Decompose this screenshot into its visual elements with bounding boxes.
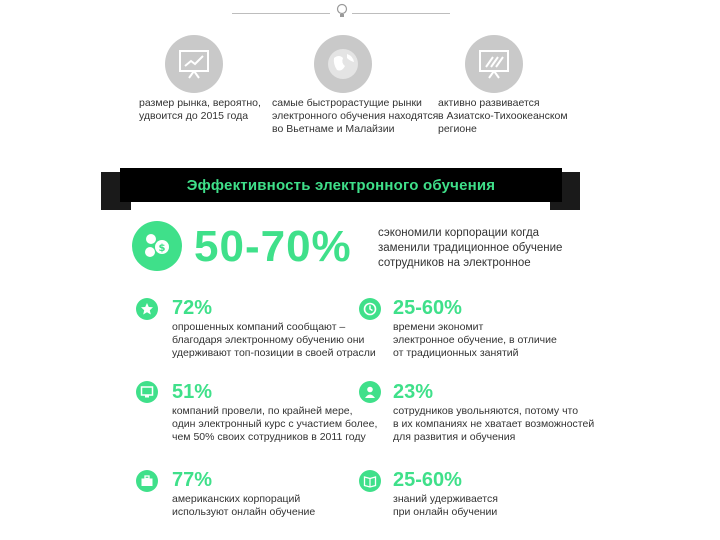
stat-value-6: 25-60% <box>393 469 462 491</box>
lightbulb-icon <box>336 3 348 19</box>
stat-text-3: компаний провели, по крайней мере, один электронный курс с участием более, чем 50% своих сотрудников в 2011 году <box>172 405 378 443</box>
stat-value-2: 25-60% <box>393 297 462 319</box>
stat-text-2: времени экономит электронное обучение, в отличие от традиционных занятий <box>393 321 557 359</box>
top-text-2: самые быстрорастущие рынки электронного обучения находятся во Вьетнаме и Малайзии <box>272 97 439 135</box>
star-icon <box>136 298 158 320</box>
top-text-1: размер рынка, вероятно, удвоится до 2015 года <box>139 97 261 122</box>
person-icon <box>359 381 381 403</box>
stat-text-6: знаний удерживается при онлайн обучении <box>393 493 498 518</box>
top-divider-right <box>352 13 450 14</box>
stat-value-4: 23% <box>393 381 434 403</box>
stat-value-5: 77% <box>172 469 213 491</box>
headline-text: сэкономили корпорации когда заменили традиционное обучение сотрудников на электронное <box>378 227 563 269</box>
coins-icon <box>132 221 182 271</box>
stat-value-3: 51% <box>172 381 213 403</box>
section-banner <box>120 168 562 202</box>
book-icon <box>359 470 381 492</box>
stat-text-4: сотрудников увольняются, потому что в их компаниях не хватает возможностей для развития и обучения <box>393 405 595 443</box>
globe-icon <box>314 35 372 93</box>
stat-text-5: американских корпораций используют онлайн обучение <box>172 493 316 518</box>
monitor-icon <box>136 381 158 403</box>
section-title: Эффективность электронного обучения <box>186 176 496 194</box>
headline-value: 50-70% <box>194 222 352 271</box>
briefcase-icon <box>136 470 158 492</box>
top-text-3: активно развивается в Азиатско-Тихоокеанском регионе <box>438 97 568 135</box>
svg-text:$: $ <box>158 243 166 254</box>
stat-value-1: 72% <box>172 297 213 319</box>
clock-icon <box>359 298 381 320</box>
top-divider-left <box>232 13 330 14</box>
chart-board-icon <box>465 35 523 93</box>
chart-growth-icon <box>165 35 223 93</box>
stat-text-1: опрошенных компаний сообщают – благодаря электронному обучению они удерживают топ-позиции в своей отрасли <box>172 321 376 359</box>
